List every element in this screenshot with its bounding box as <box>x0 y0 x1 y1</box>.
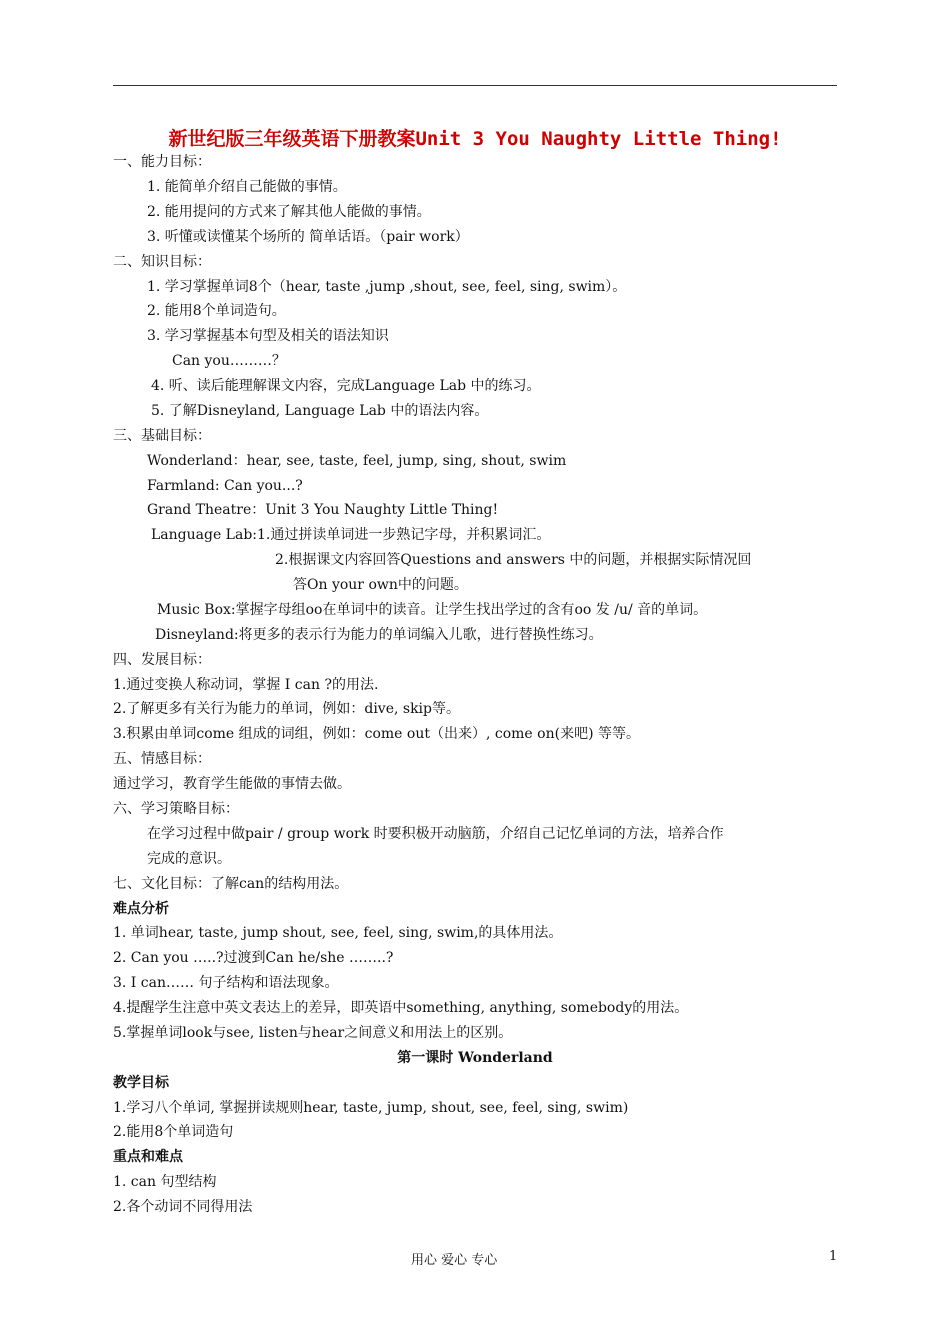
list-item: 2.能用8个单词造句 <box>113 1124 234 1140</box>
list-item: 2. Can you …..?过渡到Can he/she ……..? <box>113 950 394 966</box>
body-line: Disneyland:将更多的表示行为能力的单词编入儿歌，进行替换性练习。 <box>155 627 603 643</box>
list-item: 1. 学习掌握单词8个（hear, taste ,jump ,shout, see, feel, sing, swim）。 <box>147 279 627 295</box>
list-item: 2. 能用8个单词造句。 <box>147 303 286 319</box>
list-item: 5. 了解Disneyland, Language Lab 中的语法内容。 <box>151 403 489 419</box>
list-item: 2.了解更多有关行为能力的单词，例如：dive, skip等。 <box>113 701 460 717</box>
section-heading-emotion: 五、情感目标： <box>113 751 211 767</box>
list-item: 5.掌握单词look与see, listen与hear之间意义和用法上的区别。 <box>113 1025 513 1041</box>
list-item: 1.通过变换人称动词，掌握 I can ?的用法. <box>113 677 379 693</box>
body-line: 完成的意识。 <box>147 851 231 867</box>
body-line: Language Lab:1.通过拼读单词进一步熟记字母，并积累词汇。 <box>151 527 551 543</box>
body-line: 答On your own中的问题。 <box>293 577 468 593</box>
body-line: Music Box:掌握字母组oo在单词中的读音。让学生找出学过的含有oo 发 /u/ 音的单词。 <box>157 602 708 618</box>
lesson-heading: 第一课时 Wonderland <box>397 1050 553 1066</box>
section-heading-development: 四、发展目标： <box>113 652 211 668</box>
list-item: 1.学习八个单词, 掌握拼读规则hear, taste, jump, shout, see, feel, sing, swim) <box>113 1100 629 1116</box>
body-line: 通过学习，教育学生能做的事情去做。 <box>113 776 351 792</box>
section-heading-knowledge: 二、知识目标： <box>113 254 211 270</box>
section-heading-key-points: 重点和难点 <box>113 1149 183 1165</box>
list-item: 3. 学习掌握基本句型及相关的语法知识 <box>147 328 389 344</box>
list-item: 1. 能简单介绍自己能做的事情。 <box>147 179 347 195</box>
body-line: 在学习过程中做pair / group work 时要积极开动脑筋，介绍自己记忆单词的方法，培养合作 <box>147 826 724 842</box>
section-heading-strategy: 六、学习策略目标： <box>113 801 239 817</box>
list-item: 3. I can…… 句子结构和语法现象。 <box>113 975 339 991</box>
section-heading-ability: 一、能力目标： <box>113 154 211 170</box>
list-item: 2.各个动词不同得用法 <box>113 1199 253 1215</box>
document-title: 新世纪版三年级英语下册教案Unit 3 You Naughty Little Thing! <box>168 128 782 150</box>
page-number: 1 <box>829 1249 838 1264</box>
list-item: 2. 能用提问的方式来了解其他人能做的事情。 <box>147 204 431 220</box>
body-line: Wonderland：hear, see, taste, feel, jump, sing, shout, swim <box>147 453 567 469</box>
body-line: Grand Theatre：Unit 3 You Naughty Little Thing! <box>147 502 499 518</box>
list-item: 1. can 句型结构 <box>113 1174 217 1190</box>
list-item: 4.提醒学生注意中英文表达上的差异，即英语中something, anything, somebody的用法。 <box>113 1000 689 1016</box>
section-heading-difficulties: 难点分析 <box>113 901 169 917</box>
list-item: 4. 听、读后能理解课文内容，完成Language Lab 中的练习。 <box>151 378 541 394</box>
list-item: 3. 听懂或读懂某个场所的 简单话语。（pair work） <box>147 229 469 245</box>
body-line: 2.根据课文内容回答Questions and answers 中的问题，并根据实际情况回 <box>275 552 752 568</box>
section-heading-culture: 七、文化目标：了解can的结构用法。 <box>113 876 349 892</box>
sentence-pattern: Can you………？ <box>172 353 286 369</box>
list-item: 1. 单词hear, taste, jump shout, see, feel, sing, swim,的具体用法。 <box>113 925 563 941</box>
list-item: 3.积累由单词come 组成的词组，例如：come out（出来）, come on(来吧) 等等。 <box>113 726 640 742</box>
section-heading-teaching-goals: 教学目标 <box>113 1075 169 1091</box>
section-heading-basic: 三、基础目标： <box>113 428 211 444</box>
footer-motto: 用心 爱心 专心 <box>411 1253 498 1268</box>
body-line: Farmland: Can you...? <box>147 478 303 494</box>
header-rule <box>113 85 837 86</box>
